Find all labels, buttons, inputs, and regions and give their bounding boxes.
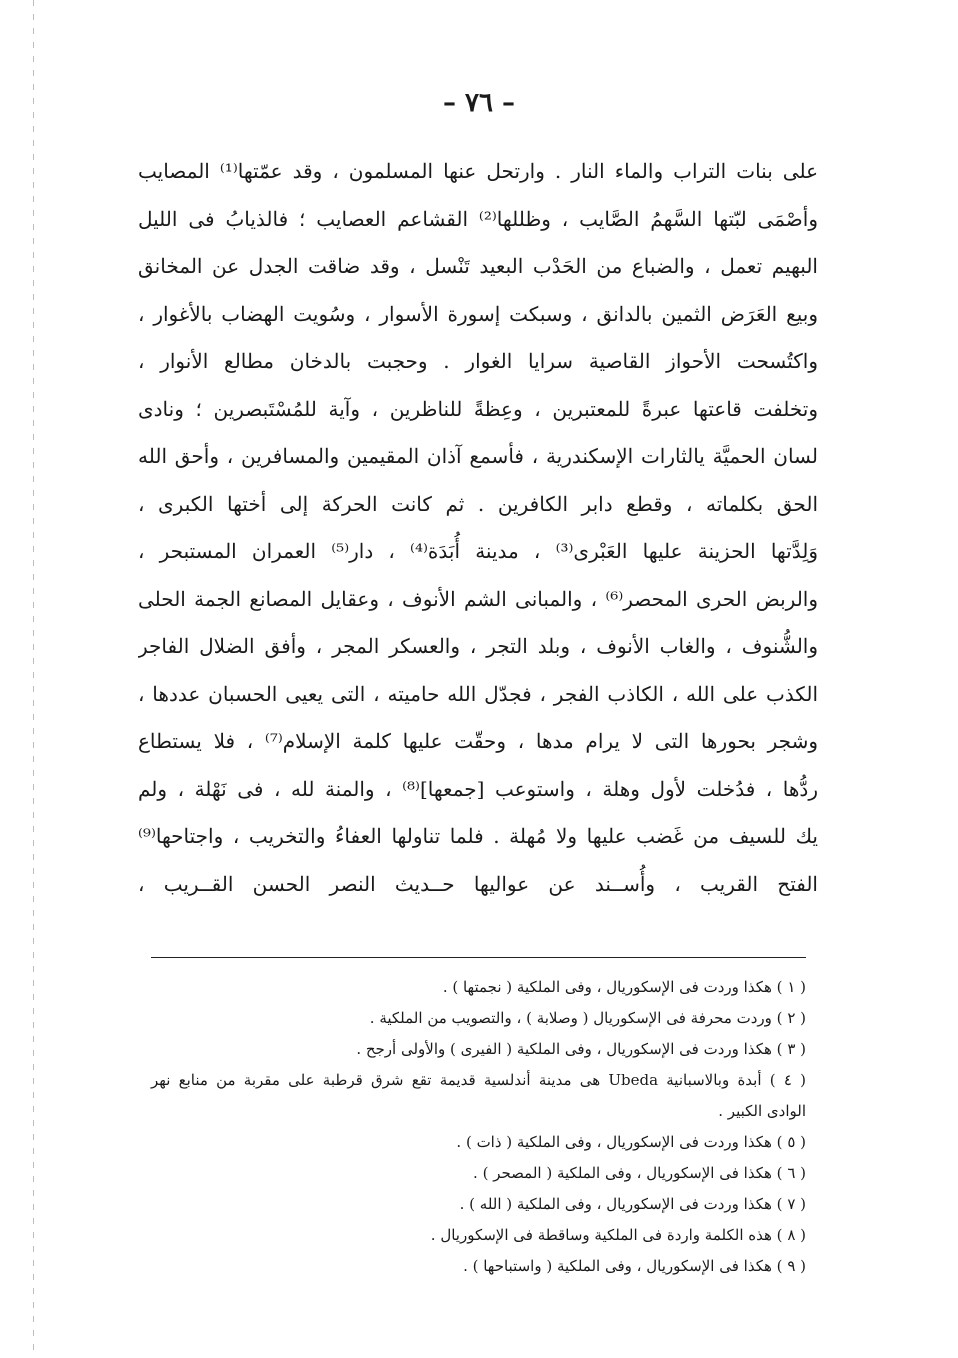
footnote: ( ٨ ) هذه الكلمة واردة فى الملكية وساقطة فى الإسكوريال . bbox=[430, 1226, 806, 1244]
text-line: والشُّنوف ، والغاب الأنوف ، وبلد التجر ، والعسكر المجر ، وأفق الضلال الفاجر bbox=[138, 634, 818, 658]
text-line: لسان الحميَّة يالثارات الإسكندرية ، فأسمع آذان المقيمين والمسافرين ، وأحق الله bbox=[138, 444, 818, 468]
text-line: البهيم تعمل ، والضباع من الحَدْب البعيد تَنْسل ، وقد ضاقت الجدل عن المخانق bbox=[138, 254, 818, 278]
footnotes bbox=[151, 972, 806, 1282]
footnote: ( ٦ ) هكذا فى الإسكوريال ، وفى الملكية ( المصحر ) . bbox=[473, 1164, 806, 1182]
text-line: وتخلفت قاعتها عبرةً للمعتبرين ، وعِظةً للناظرين ، وآية للمُسْتَبصرين ؛ ونادى bbox=[138, 396, 818, 421]
page-number: – ٧٦ – bbox=[442, 88, 516, 118]
text-line: ردُّها ، فدُخلت لأول وهلة ، واستوعب [جمعها]⁽⁸⁾ ، والمنة لله ، فى نَهْلة ، ولم bbox=[138, 776, 818, 801]
text-line: يك للسيف من غَضب عليها ولا مُهلة . فلما تناولها العفاءُ والتخريب ، واجتاحها⁽⁹⁾ bbox=[138, 824, 818, 848]
footnote: ( ٥ ) هكذا وردت فى الإسكوريال ، وفى الملكية ( ذات ) . bbox=[456, 1133, 806, 1151]
text-line: وشجر بحورها التى لا يرام مدها ، وحقّت عليها كلمة الإسلام⁽⁷⁾ ، فلا يستطاع bbox=[138, 729, 818, 753]
footnote: ( ٩ ) هكذا فى الإسكوريال ، وفى الملكية ( واستباحها ) . bbox=[463, 1257, 806, 1275]
text-line: وبيع العَرَض الثمين بالدانق ، وسبكت إسورة الأسوار ، وسُويت الهضاب بالأغوار ، bbox=[138, 301, 818, 326]
text-line: الفتح القريب ، وأُســند عن عواليها حــديث النصر الحسن القــريب ، bbox=[138, 871, 818, 896]
text-line: واكتُسحت الأحواز القاصية سرايا الغوار . وحجبت بالدخان مطالع الأنوار ، bbox=[138, 349, 818, 373]
footnote: ( ٢ ) وردت محرفة فى الإسكوريال ( وصلابة ) ، والتصويب من الملكية . bbox=[369, 1009, 806, 1027]
text-line: والربض الحرى المحصر⁽⁶⁾ ، والمبانى الشم الأنوف ، وعقايل المصانع الجمة الحلى bbox=[138, 586, 818, 611]
text-line: الكذب على الله ، الكاذب الفجر ، فجدّل الله حاميته ، التى يعيى الحسبان عددها ، bbox=[138, 681, 818, 706]
footnote-separator bbox=[151, 957, 806, 958]
footnote-continuation: الوادى الكبير . bbox=[718, 1102, 806, 1120]
text-line: على بنات التراب والماء النار . وارتحل عنها المسلمون ، وقد عمّتها⁽¹⁾ المصايب bbox=[138, 159, 818, 183]
footnote: ( ٧ ) هكذا وردت فى الإسكوريال ، وفى الملكية ( الله ) . bbox=[459, 1195, 806, 1213]
text-line: وأصْمَى لبّتها السَّهمُ الصَّايب ، وظللها⁽²⁾ القشاعم العصايب ؛ فالذيابُ فى الليل bbox=[138, 206, 818, 231]
footnote: ( ٤ ) أبدة وبالاسبانية Ubeda هى مدينة أندلسية قديمة تقع شرق قرطبة على مقربة من منابع نهر bbox=[151, 1071, 806, 1089]
text-line: وَلِدَّتها الحزينة عليها العَبْرى⁽³⁾ ، مدينة أُبَدَة⁽⁴⁾ ، دار⁽⁵⁾ العمران المستبحر ، bbox=[138, 539, 818, 563]
main-text bbox=[138, 148, 818, 908]
footnote: ( ٣ ) هكذا وردت فى الإسكوريال ، وفى الملكية ( الفيرى ) والأولى أرجح . bbox=[356, 1040, 806, 1058]
footnote: ( ١ ) هكذا وردت فى الإسكوريال ، وفى الملكية ( نجمتها ) . bbox=[442, 978, 806, 996]
scan-margin-artifact bbox=[33, 0, 34, 1358]
text-line: الحق بكلماته ، وقطع دابر الكافرين . ثم كانت الحركة إلى أختها الكبرى ، bbox=[138, 491, 818, 516]
